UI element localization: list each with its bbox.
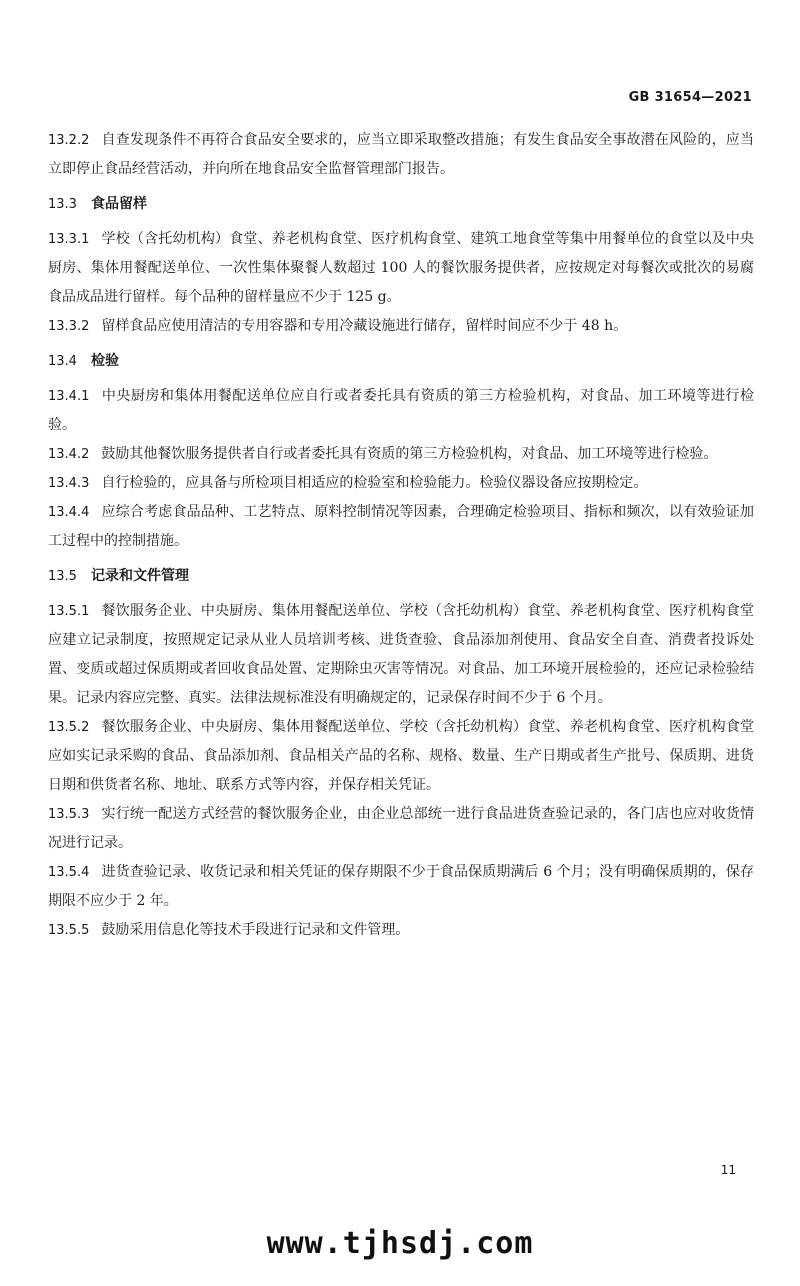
clause-13-5-1 (48, 597, 754, 713)
clause-number: 13.4.2 (48, 447, 90, 462)
section-number: 13.3 (48, 197, 77, 212)
clause-13-5-3 (48, 800, 754, 858)
clause-number: 13.4.4 (48, 505, 90, 520)
clause-13-3-1 (48, 225, 754, 312)
clause-text: 实行统一配送方式经营的餐饮服务企业，由企业总部统一进行食品进货查验记录的，各门店也应对收货情况进行记录。 (48, 806, 754, 851)
clause-text: 中央厨房和集体用餐配送单位应自行或者委托具有资质的第三方检验机构，对食品、加工环境等进行检验。 (48, 388, 754, 433)
clause-number: 13.2.2 (48, 133, 90, 148)
clause-number: 13.5.1 (48, 604, 90, 619)
clause-text: 自查发现条件不再符合食品安全要求的，应当立即采取整改措施；有发生食品安全事故潜在风险的，应当立即停止食品经营活动，并向所在地食品安全监督管理部门报告。 (48, 132, 754, 177)
clause-text: 餐饮服务企业、中央厨房、集体用餐配送单位、学校（含托幼机构）食堂、养老机构食堂、医疗机构食堂应建立记录制度，按照规定记录从业人员培训考核、进货查验、食品添加剂使用、食品安全自查、消费者投诉处置、变质或超过保质期或者回收食品处置、定期除虫灭害等情况。对食品、加工环境开展检验的，还应记录检验结果。记录内容应完整、真实。法律法规标准没有明确规定的，记录保存时间不少于 6 个月。 (48, 603, 754, 706)
clause-13-4-3 (48, 469, 754, 498)
section-heading-13-4 (48, 347, 754, 376)
section-number: 13.5 (48, 569, 77, 584)
section-heading-13-5 (48, 562, 754, 591)
document-body (48, 126, 754, 945)
clause-number: 13.5.3 (48, 807, 90, 822)
clause-text: 餐饮服务企业、中央厨房、集体用餐配送单位、学校（含托幼机构）食堂、养老机构食堂、医疗机构食堂应如实记录采购的食品、食品添加剂、食品相关产品的名称、规格、数量、生产日期或者生产批号、保质期、进货日期和供货者名称、地址、联系方式等内容，并保存相关凭证。 (48, 719, 754, 793)
clause-text: 应综合考虑食品品种、工艺特点、原料控制情况等因素，合理确定检验项目、指标和频次，以有效验证加工过程中的控制措施。 (48, 504, 754, 549)
section-title: 食品留样 (90, 196, 147, 212)
clause-13-4-2 (48, 440, 754, 469)
clause-number: 13.3.2 (48, 319, 90, 334)
clause-13-4-1 (48, 382, 754, 440)
clause-text: 鼓励采用信息化等技术手段进行记录和文件管理。 (101, 922, 410, 938)
clause-text: 鼓励其他餐饮服务提供者自行或者委托具有资质的第三方检验机构，对食品、加工环境等进行检验。 (101, 446, 718, 462)
clause-13-2-2 (48, 126, 754, 184)
clause-text: 留样食品应使用清洁的专用容器和专用冷藏设施进行储存，留样时间应不少于 48 h。 (101, 318, 628, 334)
clause-13-5-2 (48, 713, 754, 800)
clause-13-5-5 (48, 916, 754, 945)
clause-text: 进货查验记录、收货记录和相关凭证的保存期限不少于食品保质期满后 6 个月；没有明确保质期的，保存期限不应少于 2 年。 (48, 864, 754, 909)
clause-13-3-2 (48, 312, 754, 341)
section-title: 检验 (90, 353, 119, 369)
clause-text: 学校（含托幼机构）食堂、养老机构食堂、医疗机构食堂、建筑工地食堂等集中用餐单位的食堂以及中央厨房、集体用餐配送单位、一次性集体聚餐人数超过 100 人的餐饮服务提供者，应按规定对每餐次或批次的易腐食品成品进行留样。每个品种的留样量应不少于 125 g。 (48, 231, 754, 305)
clause-number: 13.5.4 (48, 865, 90, 880)
clause-13-4-4 (48, 498, 754, 556)
page-number: 11 (720, 1163, 736, 1177)
clause-number: 13.5.5 (48, 923, 90, 938)
section-heading-13-3 (48, 190, 754, 219)
clause-text: 自行检验的，应具备与所检项目相适应的检验室和检验能力。检验仪器设备应按期检定。 (101, 475, 648, 491)
section-number: 13.4 (48, 354, 77, 369)
clause-number: 13.4.1 (48, 389, 90, 404)
clause-number: 13.5.2 (48, 720, 90, 735)
clause-number: 13.4.3 (48, 476, 90, 491)
section-title: 记录和文件管理 (90, 568, 189, 584)
clause-13-5-4 (48, 858, 754, 916)
site-watermark: www.tjhsdj.com (266, 1226, 534, 1261)
standard-code: GB 31654—2021 (628, 90, 752, 105)
clause-number: 13.3.1 (48, 232, 90, 247)
